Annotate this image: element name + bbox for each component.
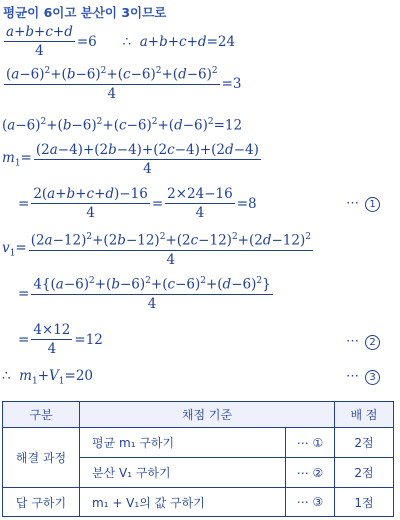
points-1: 2점 [335,428,394,458]
eq-m1-result: = $\frac{2(a+b+c+d)-16}{4}$ = $\frac{2\times 24-16}{4}$ =8 [18,186,257,221]
eq-v1-result: = $\frac{4\times 12}{4}$ =12 [18,322,103,357]
header-criteria: 채점 기준 [80,402,335,428]
eq-m1-def: $m_1=$ $\frac{(2a-4)+(2b-4)+(2c-4)+(2d-4)}{4}$ [2,142,259,177]
eq-mean: $\frac{a+b+c+d}{4}$ =6 ∴ a+b+c+d=24 [6,24,236,59]
criteria-2-mark: ⋯ ② [286,458,335,488]
criteria-3-mark: ⋯ ③ [286,488,335,517]
points-2: 2점 [335,458,394,488]
rubric-row-1 [3,428,394,458]
criteria-2: 분산 V₁ 구하기 [80,458,286,488]
eq-variance: $\frac{(a-6)^2+(b-6)^2+(c-6)^2+(d-6)^2}{4}$ =3 [6,66,242,102]
header-category: 구분 [3,402,80,428]
criteria-1-mark: ⋯ ① [286,428,335,458]
eq-v1-step: = $\frac{4\{(a-6)^2+(b-6)^2+(c-6)^2+(d-6)^2\}}{4}$ [18,276,271,312]
criteria-3: m₁ + V₁의 값 구하기 [80,488,286,517]
rubric-header-row [3,402,394,428]
points-3: 1점 [335,488,394,517]
criteria-1: 평균 m₁ 구하기 [80,428,286,458]
eq-v1-def: $v_1=$ $\frac{(2a-12)^2+(2b-12)^2+(2c-12)^2+(2d-12)^2}{4}$ [2,232,311,268]
group-solve: 해결 과정 [3,428,80,488]
step-2-marker: ⋯ 2 [346,334,380,350]
header-points: 배 점 [335,402,394,428]
eq-final: ∴ $m_1+V_1=20$ [2,368,94,387]
eq-sum-squares: $(a-6)^2+(b-6)^2+(c-6)^2+(d-6)^2=12$ [2,117,243,134]
rubric-row-3 [3,488,394,517]
rubric-table [2,401,394,517]
step-1-marker: ⋯ 1 [346,196,380,212]
step-3-marker: ⋯ 3 [346,369,380,385]
intro-text: 평균이 6이고 분산이 3이므로 [3,5,167,20]
group-answer: 답 구하기 [3,488,80,517]
